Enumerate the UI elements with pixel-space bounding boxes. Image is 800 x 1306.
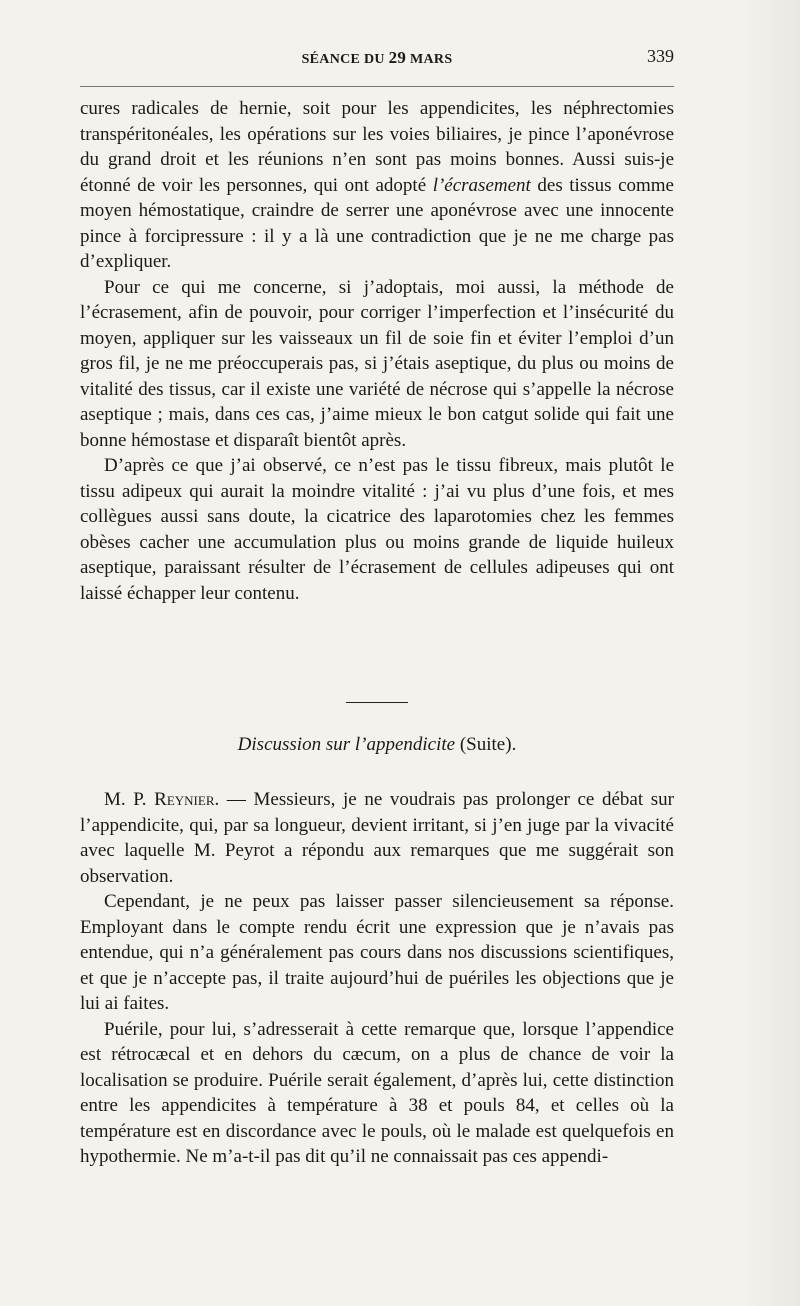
header-rule	[80, 86, 674, 87]
text-run: Pour ce qui me concerne, si j’adoptais, moi aussi, la méthode de l’écrasement, afin de pouvoir, pour corriger l’imperfection et l’insécurité du moyen, appliquer sur les vaisseaux un fil de soie fin et éviter l’emploi d’un gros fil, je ne me préoccuperais pas, si j’étais aseptique, du plus ou moins de vitalité des tissus, car il existe une variété de nécrose qui s’appelle la nécrose aseptique ; mais, dans ces cas, j’aime mieux le bon catgut solide qui fait une bonne hémostase et disparaît bientôt après.	[80, 276, 674, 451]
paragraph	[80, 787, 674, 889]
running-head	[80, 48, 674, 68]
text-run: cures radicales de hernie, soit pour les appendicites, les néphrectomies transpéritonéales, les opérations sur les voies biliaires, je pince l’aponévrose du grand droit et les réunions n’en sont pas moins bonnes. Aussi suis-je étonné de voir les personnes, qui ont adopté	[80, 98, 674, 196]
section-title	[80, 734, 674, 756]
running-head-date: 29	[388, 48, 407, 67]
text-run: Puérile, pour lui, s’adresserait à cette remarque que, lorsque l’appendice est rétrocæcal et en dehors du cæcum, on a plus de chance de voir la localisation se produire. Puérile serait également, d’après lui, cette distinction entre les appendicites à température à 38 et pouls 84, et celles où la température est en discordance avec le pouls, où le malade est quelquefois en hypothermie. Ne m’a-t-il pas dit qu’il ne connaissait pas ces appendi-	[80, 1018, 674, 1167]
italic-text: l’écrasement	[432, 174, 531, 196]
text-run: M. P.	[104, 789, 155, 810]
text-run: des tissus comme moyen hémostatique, craindre de serrer une aponévrose avec une innocente pince à forcipressure : il y a là une contradiction que je ne me charge pas d’expliquer.	[80, 174, 674, 272]
body-text-bottom	[80, 787, 674, 1170]
paragraph	[80, 889, 674, 1017]
page-edge-shading	[740, 0, 800, 1306]
running-head-prefix: SÉANCE DU	[301, 52, 389, 67]
text-run: Cependant, je ne peux pas laisser passer silencieusement sa réponse. Employant dans le compte rendu écrit une expression que je n’avais pas entendue, qui n’a généralement pas cours dans nos discussions scientifiques, et que je n’accepte pas, il traite aujourd’hui de puériles les objections que je lui ai faites.	[80, 891, 674, 1014]
page-number: 339	[647, 46, 674, 66]
book-page	[80, 0, 674, 1306]
paragraph	[80, 1017, 674, 1170]
paragraph	[80, 453, 674, 606]
body-text-top	[80, 96, 674, 606]
running-head-suffix: MARS	[406, 52, 453, 67]
text-run: . — Messieurs, je ne voudrais pas prolonger ce débat sur l’appendicite, qui, par sa longueur, devient irritant, si j’en juge par la vivacité avec laquelle M. Peyrot a répondu aux remarques que me suggérait son observation.	[80, 789, 674, 887]
section-title-italic: Discussion sur l’appendicite	[237, 734, 456, 755]
section-separator	[80, 690, 674, 708]
page-header	[80, 46, 674, 72]
text-run: D’après ce que j’ai observé, ce n’est pas le tissu fibreux, mais plutôt le tissu adipeux qui aurait la moindre vitalité : j’ai vu plus d’une fois, et mes collègues aussi sans doute, la cicatrice des laparotomies chez les femmes obèses cacher une accumulation plus ou moins grande de liquide huileux aseptique, paraissant résulter de l’écrasement de cellules adipeuses qui ont laissé échapper leur contenu.	[80, 455, 674, 604]
section-title-suffix: (Suite).	[455, 734, 517, 755]
paragraph	[80, 96, 674, 275]
author-name: Reynier	[154, 789, 215, 810]
paragraph	[80, 275, 674, 454]
